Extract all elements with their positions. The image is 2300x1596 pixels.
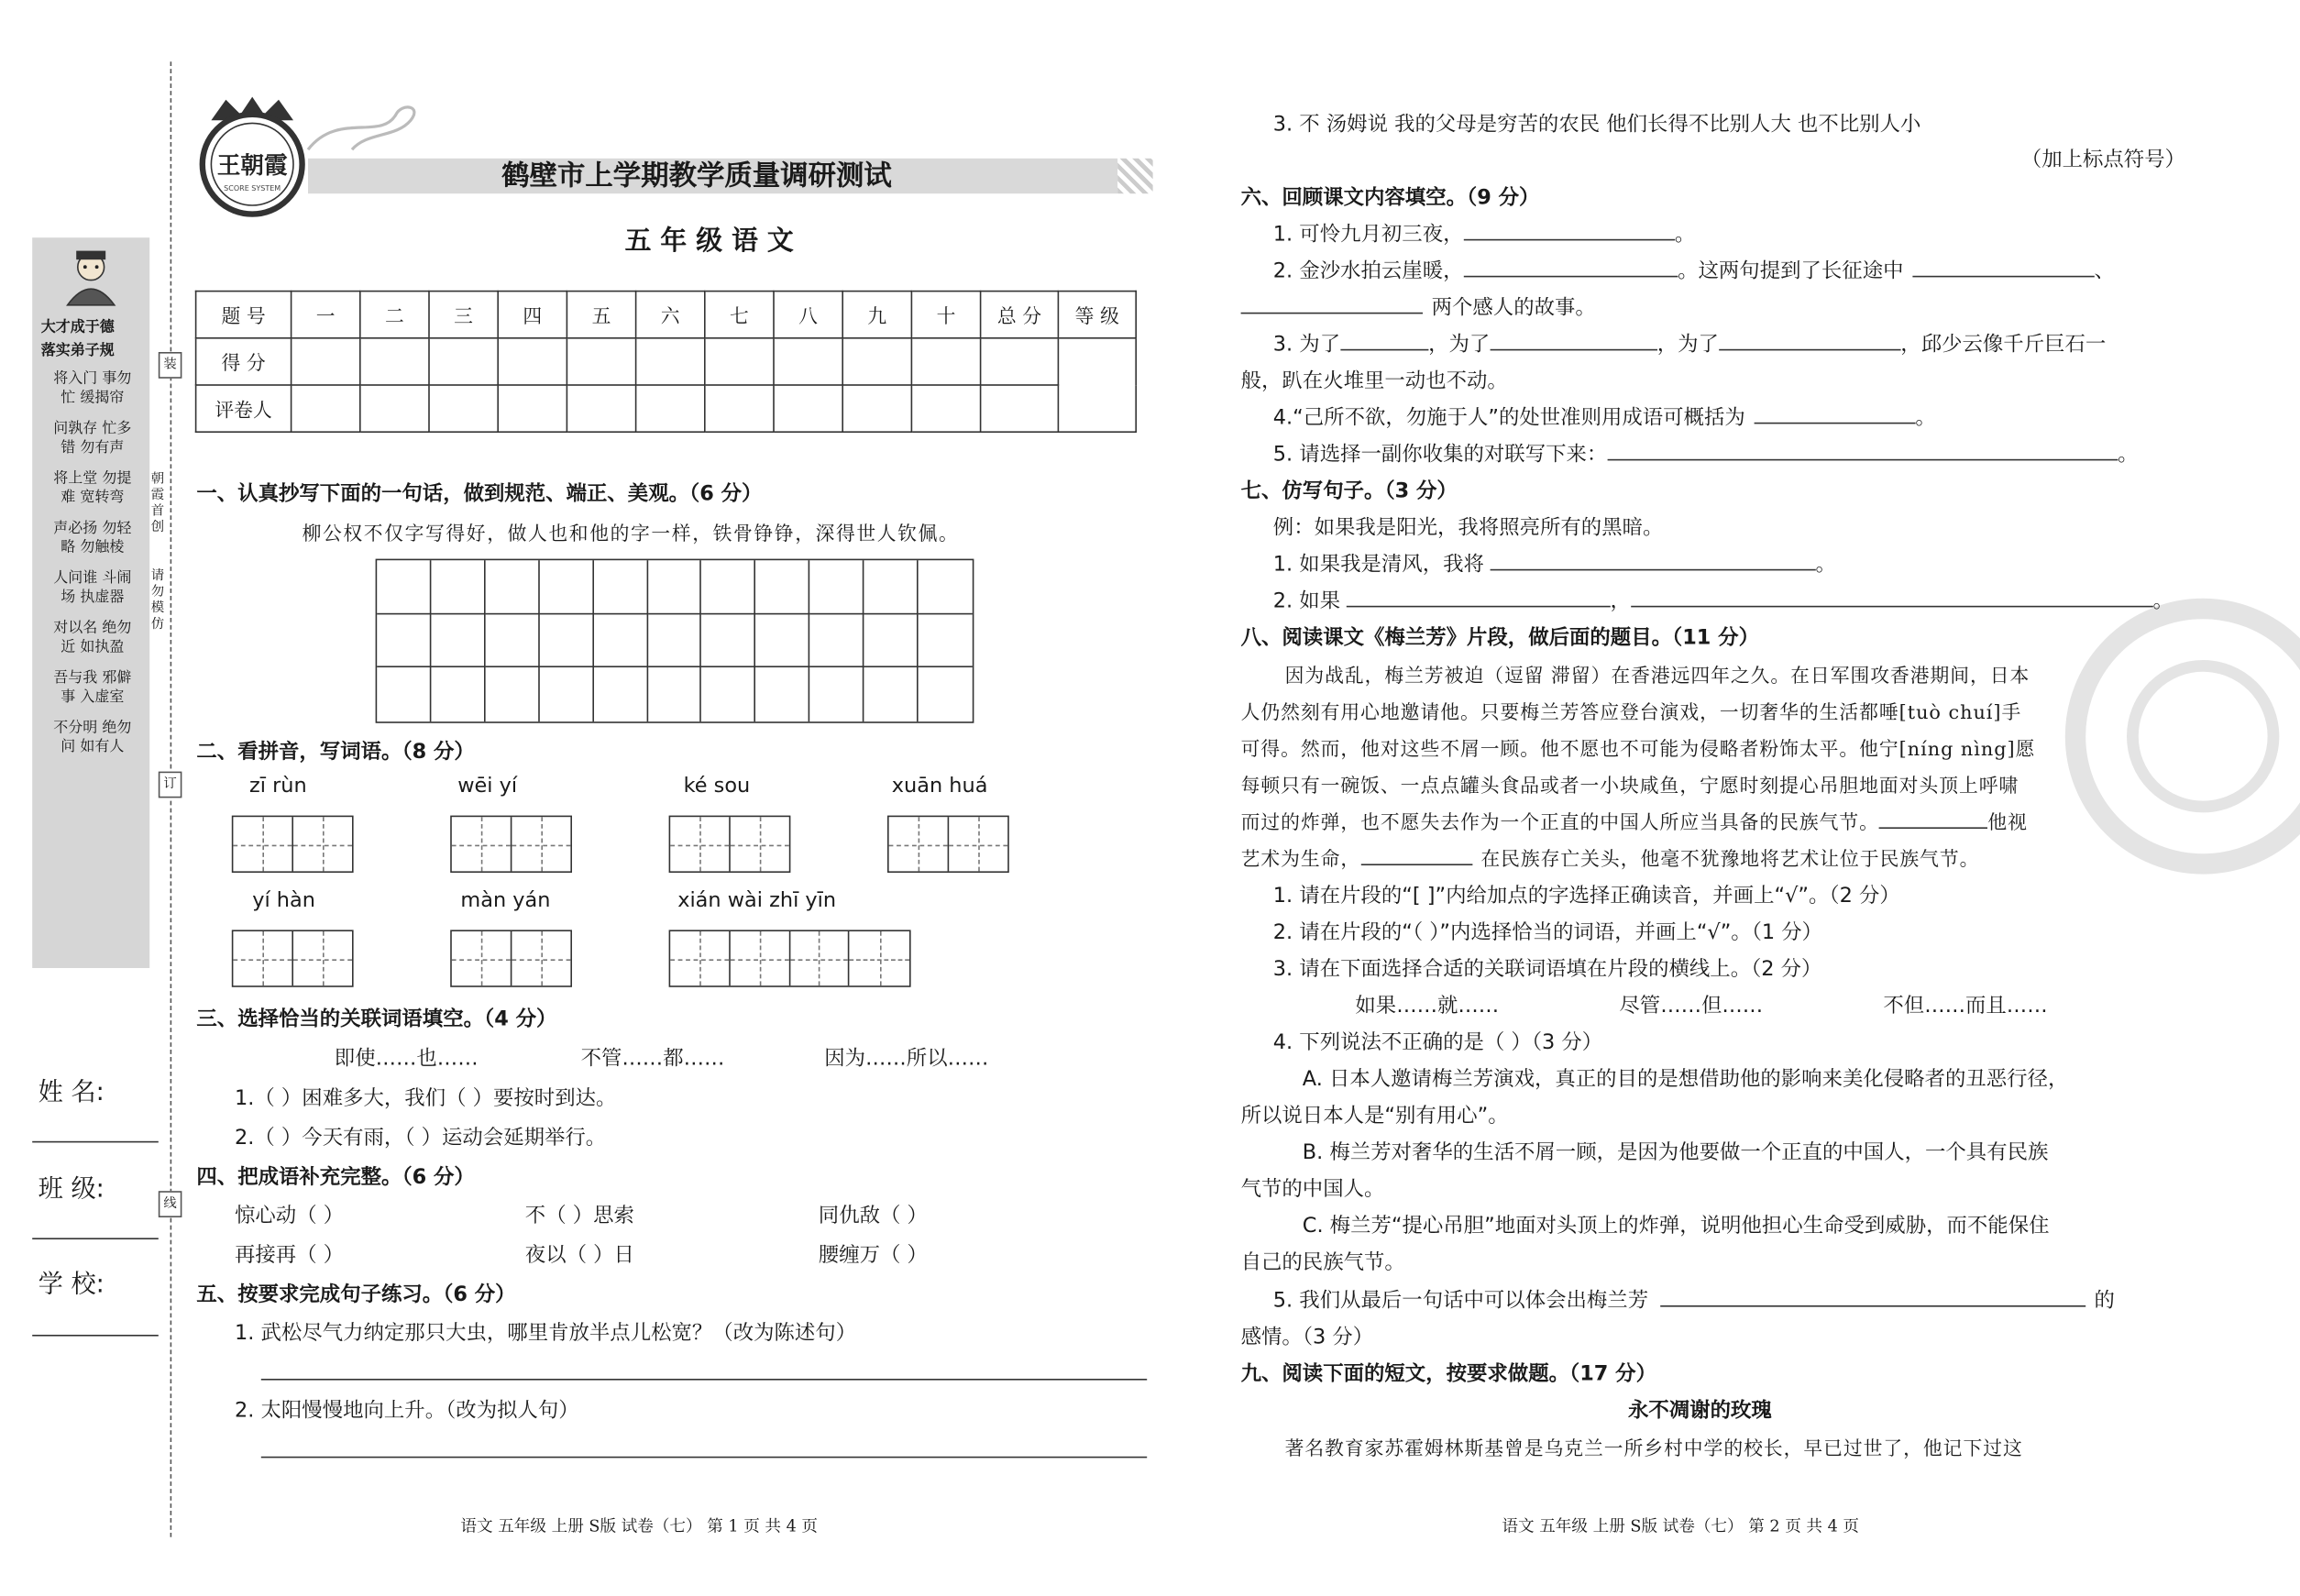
grid-cell[interactable]: [485, 560, 539, 614]
blank[interactable]: [1241, 311, 1423, 314]
grid-cell[interactable]: [864, 560, 919, 614]
answer-line[interactable]: [261, 1457, 1147, 1458]
text: 1. 如果我是清风，我将: [1272, 553, 1484, 577]
score-cell[interactable]: [911, 338, 980, 385]
grid-cell[interactable]: [864, 668, 919, 722]
text: 3. 为了: [1272, 333, 1341, 357]
blank[interactable]: [1607, 457, 2118, 460]
pinyin: màn yán: [460, 888, 551, 913]
writing-grid[interactable]: [376, 559, 974, 723]
text: 。这两句提到了长征途中: [1678, 259, 1904, 283]
text: 4.“己所不欲，勿施于人”的处世准则用成语可概括为: [1272, 406, 1745, 430]
page-footer: 语文 五年级 上册 S版 试卷（七） 第 1 页 共 4 页: [460, 1516, 818, 1536]
maxim: 对以名 绝勿近 如执盈: [53, 620, 132, 656]
text: 般，趴在火堆里一动也不动。: [1240, 369, 1508, 393]
passage-line: 每顿只有一碗饭、一点点罐头食品或者一小块咸鱼，宁愿时刻提心吊胆地面对头顶上呼啸: [1240, 776, 2019, 798]
grid-cell[interactable]: [919, 560, 973, 614]
grid-cell[interactable]: [864, 614, 919, 668]
score-cell[interactable]: [636, 338, 705, 385]
scholar-icon: [56, 247, 127, 308]
option: 不但……而且……: [1883, 994, 2048, 1018]
question-item: 2. 太阳慢慢地向上升。（改为拟人句）: [235, 1399, 579, 1423]
logo-text: 王朝霞: [216, 151, 288, 180]
idiom-item: 惊心动（ ）: [235, 1204, 345, 1228]
passage-line: 人仍然刻有用心地邀请他。只要梅兰芳答应登台演戏，一切奢华的生活都唾[tuò chuí]手: [1240, 702, 2022, 725]
char-box[interactable]: [232, 816, 354, 873]
option: 即使……也……: [334, 1047, 479, 1071]
score-cell[interactable]: [705, 338, 774, 385]
grader-cell[interactable]: [705, 385, 774, 432]
grid-cell[interactable]: [756, 560, 810, 614]
class-label: 班 级:: [38, 1174, 105, 1205]
name-label: 姓 名:: [38, 1078, 105, 1107]
text: 感情。（3 分）: [1240, 1326, 1374, 1349]
fold-mark: 订: [159, 772, 182, 798]
maxim: 声必扬 勿轻略 勿触棱: [53, 521, 132, 556]
grade-cell[interactable]: [1058, 338, 1136, 432]
choice-a: A. 日本人邀请梅兰芳演戏，真正的目的是想借助他的影响来美化侵略者的丑恶行径，: [1302, 1067, 2069, 1092]
passage-line: 艺术为生命，: [1240, 849, 1361, 872]
grid-cell[interactable]: [702, 668, 756, 722]
score-cell[interactable]: [842, 338, 911, 385]
grader-cell[interactable]: [636, 385, 705, 432]
section-title: 六、回顾课文内容填空。（9 分）: [1240, 186, 1540, 210]
grid-cell[interactable]: [647, 614, 701, 668]
char-box[interactable]: [887, 816, 1009, 873]
grid-cell[interactable]: [810, 560, 864, 614]
table-header: 等 级: [1058, 292, 1136, 338]
section-title: 三、选择恰当的关联词语填空。（4 分）: [196, 1007, 557, 1031]
passage-line: 因为战乱，梅兰芳被迫（逗留 滞留）在香港远四年之久。在日军围攻香港期间，日本: [1284, 666, 2030, 688]
table-header: 总 分: [981, 292, 1059, 338]
pinyin: zī rùn: [249, 774, 307, 798]
question-item: 3. 不 汤姆说 我的父母是穷苦的农民 他们长得不比别人大 也不比别人小: [1272, 113, 1921, 137]
text: 。: [2152, 589, 2173, 613]
table-header: 八: [774, 292, 842, 338]
binding-line: [171, 61, 172, 1537]
blank[interactable]: [1464, 237, 1675, 240]
table-header: 五: [567, 292, 635, 338]
question-item: 2. 请在片段的“（ ）”内选择恰当的词语，并画上“√”。（1 分）: [1272, 920, 1823, 945]
grid-cell[interactable]: [485, 614, 539, 668]
section-title: 八、阅读课文《梅兰芳》片段，做后面的题目。（11 分）: [1240, 626, 1759, 650]
maxim: 人问谁 斗闹场 执虚器: [53, 570, 132, 606]
text: 。: [1915, 406, 1936, 430]
option: 如果……就……: [1355, 994, 1500, 1018]
question-item: 1.（ ）困难多大，我们（ ）要按时到达。: [235, 1086, 617, 1111]
option: 尽管……但……: [1619, 994, 1764, 1018]
pinyin: yí hàn: [252, 888, 315, 913]
blank[interactable]: [1912, 274, 2094, 277]
blank[interactable]: [1660, 1304, 2085, 1306]
subject-title: 五 年 级 语 文: [624, 226, 794, 257]
idiom-item: 不（ ）思索: [524, 1204, 634, 1228]
score-cell[interactable]: [498, 338, 567, 385]
table-header: 七: [705, 292, 774, 338]
text: ，邱少云像千斤巨石一: [1900, 333, 2107, 357]
score-cell[interactable]: [774, 338, 842, 385]
option: 因为……所以……: [824, 1047, 989, 1071]
section-title: 一、认真抄写下面的一句话，做到规范、端正、美观。（6 分）: [196, 482, 763, 506]
text: 两个感人的故事。: [1431, 296, 1596, 320]
blank[interactable]: [1360, 863, 1472, 865]
option: 不管……都……: [580, 1047, 725, 1071]
idiom-item: 夜以（ ）日: [524, 1243, 634, 1268]
text: 。: [1674, 223, 1696, 247]
grader-cell[interactable]: [498, 385, 567, 432]
maxim: 将上堂 勿提难 宽转弯: [53, 470, 132, 506]
grid-cell[interactable]: [377, 560, 431, 614]
question-item: 2.（ ）今天有雨，（ ）运动会延期举行。: [235, 1126, 607, 1150]
grid-cell[interactable]: [431, 614, 485, 668]
section-title: 二、看拼音，写词语。（8 分）: [196, 741, 475, 765]
grid-cell[interactable]: [593, 614, 647, 668]
choice-b: 气节的中国人。: [1240, 1177, 1385, 1202]
grader-cell[interactable]: [360, 385, 429, 432]
score-cell[interactable]: [567, 338, 635, 385]
idiom-item: 再接再（ ）: [235, 1243, 345, 1268]
table-header: 九: [842, 292, 911, 338]
blank[interactable]: [1719, 347, 1900, 350]
choice-b: B. 梅兰芳对奢华的生活不屑一顾，是因为他要做一个正直的中国人，一个具有民族: [1302, 1140, 2049, 1165]
motto-line: 大才成于德: [40, 319, 115, 336]
answer-line[interactable]: [261, 1379, 1147, 1381]
school-field[interactable]: [32, 1335, 159, 1337]
text: 。: [2118, 443, 2139, 467]
grid-cell[interactable]: [810, 668, 864, 722]
essay-title: 永不凋谢的玫瑰: [1628, 1399, 1772, 1423]
table-header: 三: [429, 292, 498, 338]
maxim: 不分明 绝勿问 如有人: [53, 720, 132, 755]
score-table: [195, 291, 1137, 433]
copy-sentence: 柳公权不仅字写得好，做人也和他的字一样，铁骨铮铮，深得世人钦佩。: [302, 523, 960, 546]
blank[interactable]: [1754, 421, 1915, 424]
grid-cell[interactable]: [702, 614, 756, 668]
fold-mark: 装: [159, 352, 182, 379]
text: ，为了: [1656, 333, 1719, 357]
pinyin: xuān huá: [891, 774, 988, 798]
section-title: 九、阅读下面的短文，按要求做题。（17 分）: [1240, 1362, 1656, 1386]
pinyin: xián wài zhī yīn: [677, 888, 837, 913]
pinyin: ké sou: [683, 774, 751, 798]
passage-line: 而过的炸弹，也不愿失去作为一个正直的中国人所应当具备的民族气节。: [1240, 812, 1879, 835]
maxim: 将入门 事勿忙 缓揭帘: [53, 370, 132, 407]
char-box[interactable]: [450, 816, 572, 873]
watermark-stamp: [2065, 599, 2300, 875]
grid-cell[interactable]: [431, 560, 485, 614]
passage-line: 他视: [1987, 812, 2028, 835]
grader-cell[interactable]: [774, 385, 842, 432]
maxim-list: [50, 369, 135, 768]
idiom-item: 同仇敌（ ）: [818, 1204, 928, 1228]
section-title: 七、仿写句子。（3 分）: [1240, 479, 1458, 503]
char-box[interactable]: [450, 930, 572, 986]
row-label: 得 分: [196, 338, 292, 385]
text: 1. 可怜九月初三夜，: [1272, 223, 1464, 247]
grid-cell[interactable]: [647, 668, 701, 722]
title-bar-pattern: [1117, 159, 1152, 193]
char-box[interactable]: [669, 930, 911, 986]
passage-line: 可得。然而，他对这些不屑一顾。他不愿也不可能为侵略者粉饰太平。他宁[níng nìng]愿: [1240, 739, 2036, 762]
blank[interactable]: [1464, 274, 1678, 277]
question-note: （加上标点符号）: [2020, 148, 2185, 172]
grid-cell[interactable]: [593, 560, 647, 614]
fold-mark: 线: [159, 1191, 182, 1217]
grid-cell[interactable]: [431, 668, 485, 722]
grader-cell[interactable]: [842, 385, 911, 432]
section-title: 五、按要求完成句子练习。（6 分）: [196, 1283, 516, 1307]
class-field[interactable]: [32, 1238, 159, 1239]
text: 5. 请选择一副你收集的对联写下来：: [1272, 443, 1608, 467]
char-box[interactable]: [669, 816, 791, 873]
pinyin: wēi yí: [457, 774, 518, 798]
vertical-note: 请勿模仿: [150, 568, 165, 633]
choice-c: 自己的民族气节。: [1240, 1250, 1405, 1275]
table-header: 一: [292, 292, 360, 338]
grid-cell[interactable]: [539, 668, 593, 722]
choice-c: C. 梅兰芳“提心吊胆”地面对头顶上的炸弹，说明他担心生命受到威胁，而不能保住: [1302, 1214, 2050, 1238]
school-label: 学 校:: [38, 1270, 105, 1300]
choice-a: 所以说日本人是“别有用心”。: [1240, 1104, 1509, 1128]
exam-title: 鹤壁市上学期教学质量调研测试: [501, 160, 892, 193]
grid-cell[interactable]: [377, 614, 431, 668]
section-title: 四、把成语补充完整。（6 分）: [196, 1166, 475, 1190]
text: 、: [2094, 259, 2115, 283]
score-cell[interactable]: [429, 338, 498, 385]
page-footer: 语文 五年级 上册 S版 试卷（七） 第 2 页 共 4 页: [1502, 1516, 1859, 1536]
grader-cell[interactable]: [911, 385, 980, 432]
ribbon-ornament: [293, 97, 440, 161]
grader-cell[interactable]: [429, 385, 498, 432]
grid-cell[interactable]: [919, 614, 973, 668]
blank[interactable]: [1631, 604, 2153, 607]
table-header: 十: [911, 292, 980, 338]
grid-cell[interactable]: [539, 614, 593, 668]
grader-cell[interactable]: [292, 385, 360, 432]
name-field[interactable]: [32, 1141, 159, 1143]
text: ，: [1610, 589, 1631, 613]
grid-cell[interactable]: [485, 668, 539, 722]
text: 。: [1815, 553, 1836, 577]
question-item: 1. 武松尽气力纳定那只大虫，哪里肯放半点儿松宽？（改为陈述句）: [235, 1321, 857, 1346]
grid-cell[interactable]: [756, 614, 810, 668]
text: 2. 金沙水拍云崖暖，: [1272, 259, 1464, 283]
passage-line: 著名教育家苏霍姆林斯基曾是乌克兰一所乡村中学的校长，早已过世了，他记下过这: [1284, 1438, 2023, 1461]
grid-cell[interactable]: [593, 668, 647, 722]
grader-cell[interactable]: [567, 385, 635, 432]
grid-cell[interactable]: [810, 614, 864, 668]
table-header: 六: [636, 292, 705, 338]
table-header: 四: [498, 292, 567, 338]
text: 的: [2094, 1289, 2115, 1313]
passage-line: 在民族存亡关头，他毫不犹豫地将艺术让位于民族气节。: [1480, 849, 1980, 872]
grid-cell[interactable]: [377, 668, 431, 722]
blank[interactable]: [1879, 826, 1987, 829]
grid-cell[interactable]: [539, 560, 593, 614]
text: 5. 我们从最后一句话中可以体会出梅兰芳: [1272, 1289, 1649, 1313]
grid-cell[interactable]: [756, 668, 810, 722]
blank[interactable]: [1347, 604, 1611, 607]
motto-line: 落实弟子规: [40, 343, 115, 359]
idiom-item: 腰缠万（ ）: [818, 1243, 928, 1268]
row-label: 评卷人: [196, 385, 292, 432]
blank[interactable]: [1340, 347, 1428, 350]
logo-sub: SCORE SYSTEM: [224, 184, 281, 193]
question-item: 4. 下列说法不正确的是（ ）（3 分）: [1272, 1030, 1603, 1055]
maxim: 吾与我 邪僻事 入虚室: [53, 670, 132, 706]
score-cell[interactable]: [292, 338, 360, 385]
table-header: 题 号: [196, 292, 292, 338]
blank[interactable]: [1490, 347, 1656, 350]
text: 2. 如果: [1272, 589, 1341, 613]
char-box[interactable]: [232, 930, 354, 986]
blank[interactable]: [1490, 567, 1815, 570]
question-item: 1. 请在片段的“[ ]”内给加点的字选择正确读音，并画上“√”。（2 分）: [1272, 884, 1900, 908]
example: 例：如果我是阳光，我将照亮所有的黑暗。: [1272, 516, 1664, 540]
maxim: 问孰存 忙多错 勿有声: [53, 421, 132, 457]
score-cell[interactable]: [360, 338, 429, 385]
grid-cell[interactable]: [702, 560, 756, 614]
text: ，为了: [1428, 333, 1491, 357]
question-item: 3. 请在下面选择合适的关联词语填在片段的横线上。（2 分）: [1272, 957, 1822, 982]
grader-cell[interactable]: [981, 385, 1059, 432]
grid-cell[interactable]: [919, 668, 973, 722]
vertical-note: 朝霞首创: [150, 472, 165, 535]
grid-cell[interactable]: [647, 560, 701, 614]
table-header: 二: [360, 292, 429, 338]
score-cell[interactable]: [981, 338, 1059, 385]
